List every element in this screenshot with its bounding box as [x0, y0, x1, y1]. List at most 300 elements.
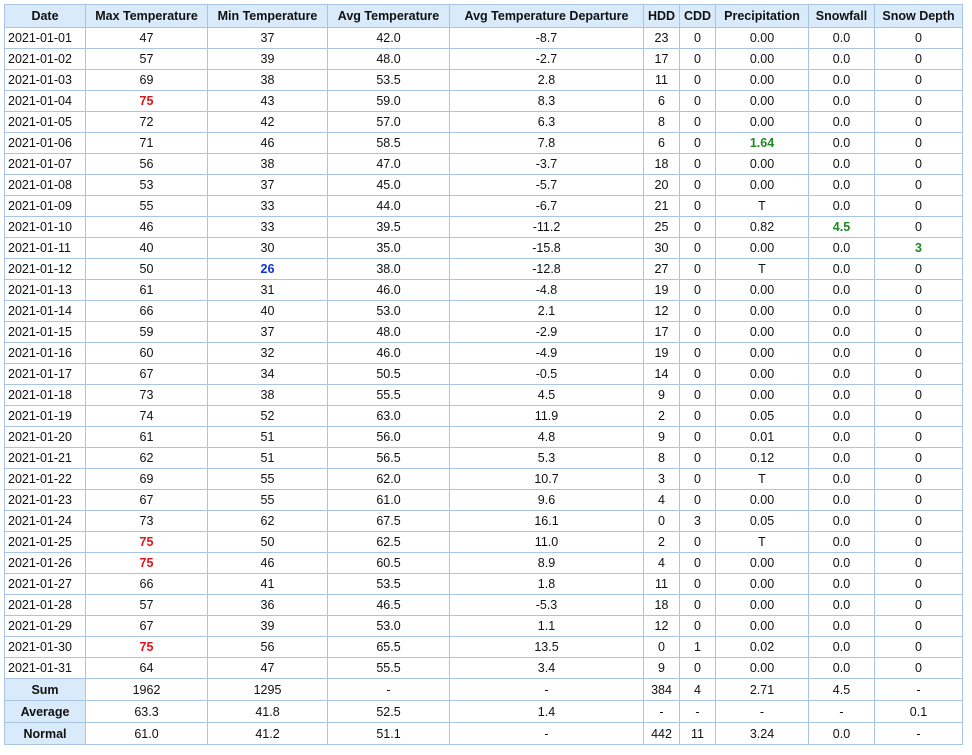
cell-max-temperature: 66 — [86, 574, 208, 595]
cell-snow-depth: 0 — [875, 49, 963, 70]
cell-min-temperature: 38 — [208, 385, 328, 406]
summary-cdd: 4 — [680, 679, 716, 701]
cell-avg-temperature: 53.5 — [328, 574, 450, 595]
cell-hdd: 18 — [644, 154, 680, 175]
cell-avg-temperature-departure: 11.0 — [450, 532, 644, 553]
cell-precipitation: 0.00 — [716, 385, 809, 406]
cell-snowfall: 0.0 — [809, 343, 875, 364]
summary-cdd: 11 — [680, 723, 716, 745]
cell-snow-depth: 0 — [875, 112, 963, 133]
cell-min-temperature: 33 — [208, 196, 328, 217]
cell-avg-temperature-departure: -3.7 — [450, 154, 644, 175]
cell-hdd: 6 — [644, 133, 680, 154]
cell-hdd: 2 — [644, 406, 680, 427]
cell-precipitation: 0.00 — [716, 91, 809, 112]
cell-cdd: 0 — [680, 469, 716, 490]
highlighted-value: 26 — [260, 262, 275, 276]
cell-hdd: 30 — [644, 238, 680, 259]
cell-precipitation: 0.00 — [716, 49, 809, 70]
cell-min-temperature: 47 — [208, 658, 328, 679]
cell-cdd: 0 — [680, 301, 716, 322]
cell-snow-depth — [875, 238, 963, 259]
cell-snowfall: 0.0 — [809, 637, 875, 658]
cell-hdd: 4 — [644, 553, 680, 574]
cell-avg-temperature-departure: 9.6 — [450, 490, 644, 511]
cell-precipitation: 0.00 — [716, 658, 809, 679]
cell-min-temperature: 37 — [208, 322, 328, 343]
summary-snow-depth: 0.1 — [875, 701, 963, 723]
cell-cdd: 0 — [680, 532, 716, 553]
summary-avg-temperature: 51.1 — [328, 723, 450, 745]
cell-hdd: 21 — [644, 196, 680, 217]
climate-table — [4, 4, 963, 745]
cell-avg-temperature-departure: -2.7 — [450, 49, 644, 70]
table-row — [5, 238, 963, 259]
cell-snow-depth: 0 — [875, 448, 963, 469]
cell-max-temperature — [86, 637, 208, 658]
table-summary — [5, 679, 963, 745]
cell-min-temperature: 39 — [208, 49, 328, 70]
cell-snow-depth: 0 — [875, 637, 963, 658]
column-header-precipitation: Precipitation — [716, 5, 809, 28]
table-row — [5, 637, 963, 658]
cell-snow-depth: 0 — [875, 595, 963, 616]
cell-avg-temperature: 62.0 — [328, 469, 450, 490]
cell-min-temperature: 39 — [208, 616, 328, 637]
cell-avg-temperature: 57.0 — [328, 112, 450, 133]
cell-snowfall: 0.0 — [809, 385, 875, 406]
cell-avg-temperature-departure: 3.4 — [450, 658, 644, 679]
cell-snow-depth: 0 — [875, 511, 963, 532]
cell-avg-temperature-departure: 1.8 — [450, 574, 644, 595]
cell-avg-temperature-departure: -4.8 — [450, 280, 644, 301]
cell-snow-depth: 0 — [875, 469, 963, 490]
cell-precipitation: 0.00 — [716, 238, 809, 259]
summary-max-temperature: 61.0 — [86, 723, 208, 745]
cell-avg-temperature: 62.5 — [328, 532, 450, 553]
cell-max-temperature: 46 — [86, 217, 208, 238]
cell-cdd: 0 — [680, 112, 716, 133]
cell-cdd: 0 — [680, 595, 716, 616]
cell-cdd: 0 — [680, 91, 716, 112]
cell-date: 2021-01-05 — [5, 112, 86, 133]
cell-date: 2021-01-29 — [5, 616, 86, 637]
cell-snowfall: 0.0 — [809, 196, 875, 217]
cell-max-temperature — [86, 553, 208, 574]
cell-date: 2021-01-30 — [5, 637, 86, 658]
cell-snowfall: 0.0 — [809, 175, 875, 196]
column-header-max-temperature: Max Temperature — [86, 5, 208, 28]
cell-avg-temperature-departure: -5.3 — [450, 595, 644, 616]
cell-cdd: 0 — [680, 343, 716, 364]
cell-avg-temperature: 47.0 — [328, 154, 450, 175]
cell-precipitation: T — [716, 196, 809, 217]
cell-snowfall: 0.0 — [809, 238, 875, 259]
cell-snow-depth: 0 — [875, 154, 963, 175]
cell-snowfall: 0.0 — [809, 511, 875, 532]
highlighted-value: 1.64 — [749, 136, 775, 150]
cell-precipitation: 0.00 — [716, 595, 809, 616]
cell-precipitation: 0.00 — [716, 70, 809, 91]
cell-hdd: 11 — [644, 70, 680, 91]
summary-hdd: 442 — [644, 723, 680, 745]
cell-snow-depth: 0 — [875, 364, 963, 385]
cell-max-temperature: 40 — [86, 238, 208, 259]
cell-avg-temperature-departure: -4.9 — [450, 343, 644, 364]
cell-avg-temperature: 58.5 — [328, 133, 450, 154]
cell-avg-temperature: 48.0 — [328, 322, 450, 343]
cell-cdd: 1 — [680, 637, 716, 658]
table-row — [5, 28, 963, 49]
cell-min-temperature: 46 — [208, 553, 328, 574]
cell-snow-depth: 0 — [875, 553, 963, 574]
cell-snowfall: 0.0 — [809, 322, 875, 343]
cell-avg-temperature: 55.5 — [328, 385, 450, 406]
column-header-avg-temperature: Avg Temperature — [328, 5, 450, 28]
cell-date: 2021-01-22 — [5, 469, 86, 490]
cell-cdd: 0 — [680, 364, 716, 385]
cell-hdd: 0 — [644, 637, 680, 658]
cell-min-temperature: 55 — [208, 490, 328, 511]
cell-snow-depth: 0 — [875, 532, 963, 553]
cell-max-temperature: 71 — [86, 133, 208, 154]
cell-precipitation: 0.05 — [716, 406, 809, 427]
summary-avg-temperature: 52.5 — [328, 701, 450, 723]
cell-snowfall: 0.0 — [809, 595, 875, 616]
cell-cdd: 0 — [680, 322, 716, 343]
cell-avg-temperature-departure: 1.1 — [450, 616, 644, 637]
summary-label: Normal — [5, 723, 86, 745]
cell-precipitation: T — [716, 532, 809, 553]
cell-cdd: 0 — [680, 406, 716, 427]
cell-precipitation: 0.00 — [716, 322, 809, 343]
table-row — [5, 364, 963, 385]
summary-snowfall: - — [809, 701, 875, 723]
table-row — [5, 511, 963, 532]
cell-precipitation: 0.00 — [716, 553, 809, 574]
cell-snow-depth: 0 — [875, 70, 963, 91]
cell-precipitation: 0.00 — [716, 280, 809, 301]
cell-avg-temperature: 56.0 — [328, 427, 450, 448]
cell-date: 2021-01-14 — [5, 301, 86, 322]
cell-max-temperature — [86, 91, 208, 112]
cell-avg-temperature: 38.0 — [328, 259, 450, 280]
cell-cdd: 0 — [680, 217, 716, 238]
table-row — [5, 469, 963, 490]
cell-snow-depth: 0 — [875, 217, 963, 238]
cell-snowfall: 0.0 — [809, 259, 875, 280]
cell-avg-temperature-departure: 16.1 — [450, 511, 644, 532]
table-row — [5, 658, 963, 679]
cell-avg-temperature: 55.5 — [328, 658, 450, 679]
table-row — [5, 448, 963, 469]
highlighted-value: 3 — [915, 241, 922, 255]
cell-precipitation: 0.82 — [716, 217, 809, 238]
summary-hdd: 384 — [644, 679, 680, 701]
cell-date: 2021-01-03 — [5, 70, 86, 91]
cell-avg-temperature-departure: 11.9 — [450, 406, 644, 427]
cell-avg-temperature: 42.0 — [328, 28, 450, 49]
cell-avg-temperature-departure: 6.3 — [450, 112, 644, 133]
cell-avg-temperature-departure: -6.7 — [450, 196, 644, 217]
table-body — [5, 28, 963, 679]
cell-avg-temperature-departure: 2.1 — [450, 301, 644, 322]
cell-min-temperature: 34 — [208, 364, 328, 385]
cell-avg-temperature: 56.5 — [328, 448, 450, 469]
cell-max-temperature: 73 — [86, 385, 208, 406]
cell-snow-depth: 0 — [875, 28, 963, 49]
cell-min-temperature: 33 — [208, 217, 328, 238]
summary-row-normal — [5, 723, 963, 745]
table-row — [5, 91, 963, 112]
cell-date: 2021-01-06 — [5, 133, 86, 154]
cell-cdd: 0 — [680, 574, 716, 595]
cell-hdd: 9 — [644, 385, 680, 406]
summary-avg-temperature-departure: - — [450, 679, 644, 701]
cell-hdd: 9 — [644, 658, 680, 679]
cell-max-temperature: 67 — [86, 364, 208, 385]
cell-max-temperature: 69 — [86, 70, 208, 91]
cell-snow-depth: 0 — [875, 427, 963, 448]
cell-hdd: 19 — [644, 280, 680, 301]
cell-hdd: 3 — [644, 469, 680, 490]
column-header-date: Date — [5, 5, 86, 28]
cell-date: 2021-01-11 — [5, 238, 86, 259]
cell-hdd: 8 — [644, 112, 680, 133]
cell-date: 2021-01-17 — [5, 364, 86, 385]
cell-snow-depth: 0 — [875, 301, 963, 322]
cell-hdd: 12 — [644, 616, 680, 637]
cell-max-temperature: 56 — [86, 154, 208, 175]
cell-snowfall: 0.0 — [809, 469, 875, 490]
highlighted-value: 75 — [139, 94, 154, 108]
table-row — [5, 343, 963, 364]
cell-avg-temperature-departure: 8.9 — [450, 553, 644, 574]
table-row — [5, 175, 963, 196]
cell-hdd: 4 — [644, 490, 680, 511]
cell-min-temperature: 42 — [208, 112, 328, 133]
cell-avg-temperature: 46.5 — [328, 595, 450, 616]
table-row — [5, 406, 963, 427]
cell-precipitation: 0.00 — [716, 490, 809, 511]
cell-min-temperature: 37 — [208, 28, 328, 49]
cell-min-temperature: 37 — [208, 175, 328, 196]
cell-cdd: 0 — [680, 616, 716, 637]
summary-avg-temperature: - — [328, 679, 450, 701]
cell-min-temperature — [208, 259, 328, 280]
cell-avg-temperature-departure: 2.8 — [450, 70, 644, 91]
cell-min-temperature: 31 — [208, 280, 328, 301]
cell-hdd: 9 — [644, 427, 680, 448]
cell-max-temperature: 67 — [86, 490, 208, 511]
cell-snowfall: 0.0 — [809, 406, 875, 427]
cell-date: 2021-01-13 — [5, 280, 86, 301]
cell-snowfall: 0.0 — [809, 301, 875, 322]
cell-snowfall: 0.0 — [809, 490, 875, 511]
cell-max-temperature — [86, 532, 208, 553]
table-row — [5, 574, 963, 595]
cell-date: 2021-01-21 — [5, 448, 86, 469]
cell-min-temperature: 38 — [208, 154, 328, 175]
cell-min-temperature: 46 — [208, 133, 328, 154]
cell-cdd: 0 — [680, 385, 716, 406]
cell-hdd: 17 — [644, 322, 680, 343]
column-header-avg-temperature-departure: Avg Temperature Departure — [450, 5, 644, 28]
table-row — [5, 154, 963, 175]
table-row — [5, 490, 963, 511]
summary-min-temperature: 1295 — [208, 679, 328, 701]
cell-snowfall: 0.0 — [809, 448, 875, 469]
cell-avg-temperature-departure: 10.7 — [450, 469, 644, 490]
cell-date: 2021-01-09 — [5, 196, 86, 217]
column-header-hdd: HDD — [644, 5, 680, 28]
cell-hdd: 8 — [644, 448, 680, 469]
table-row — [5, 301, 963, 322]
cell-date: 2021-01-25 — [5, 532, 86, 553]
cell-avg-temperature: 50.5 — [328, 364, 450, 385]
cell-date: 2021-01-23 — [5, 490, 86, 511]
summary-max-temperature: 1962 — [86, 679, 208, 701]
cell-min-temperature: 51 — [208, 427, 328, 448]
table-row — [5, 280, 963, 301]
summary-snowfall: 0.0 — [809, 723, 875, 745]
cell-precipitation: 0.00 — [716, 154, 809, 175]
cell-hdd: 20 — [644, 175, 680, 196]
cell-cdd: 0 — [680, 28, 716, 49]
cell-date: 2021-01-02 — [5, 49, 86, 70]
cell-snow-depth: 0 — [875, 385, 963, 406]
cell-date: 2021-01-10 — [5, 217, 86, 238]
cell-avg-temperature-departure: -2.9 — [450, 322, 644, 343]
cell-min-temperature: 51 — [208, 448, 328, 469]
cell-avg-temperature-departure: -12.8 — [450, 259, 644, 280]
cell-snowfall — [809, 217, 875, 238]
highlighted-value: 75 — [139, 640, 154, 654]
cell-cdd: 0 — [680, 175, 716, 196]
cell-cdd: 0 — [680, 448, 716, 469]
summary-label: Average — [5, 701, 86, 723]
cell-max-temperature: 64 — [86, 658, 208, 679]
cell-precipitation: T — [716, 469, 809, 490]
table-row — [5, 322, 963, 343]
cell-snow-depth: 0 — [875, 175, 963, 196]
cell-cdd: 0 — [680, 70, 716, 91]
cell-precipitation: 0.02 — [716, 637, 809, 658]
cell-min-temperature: 50 — [208, 532, 328, 553]
cell-max-temperature: 61 — [86, 280, 208, 301]
cell-snowfall: 0.0 — [809, 658, 875, 679]
table-row — [5, 133, 963, 154]
cell-hdd: 23 — [644, 28, 680, 49]
highlighted-value: 75 — [139, 556, 154, 570]
cell-cdd: 0 — [680, 280, 716, 301]
summary-precipitation: 3.24 — [716, 723, 809, 745]
cell-date: 2021-01-27 — [5, 574, 86, 595]
table-row — [5, 595, 963, 616]
cell-avg-temperature: 46.0 — [328, 343, 450, 364]
cell-date: 2021-01-28 — [5, 595, 86, 616]
cell-avg-temperature-departure: -11.2 — [450, 217, 644, 238]
cell-snowfall: 0.0 — [809, 427, 875, 448]
summary-avg-temperature-departure: 1.4 — [450, 701, 644, 723]
table-row — [5, 49, 963, 70]
cell-hdd: 25 — [644, 217, 680, 238]
table-row — [5, 553, 963, 574]
cell-snowfall: 0.0 — [809, 280, 875, 301]
cell-snowfall: 0.0 — [809, 91, 875, 112]
cell-snowfall: 0.0 — [809, 28, 875, 49]
cell-hdd: 0 — [644, 511, 680, 532]
column-header-snowfall: Snowfall — [809, 5, 875, 28]
climate-table-container — [4, 4, 963, 745]
cell-cdd: 0 — [680, 238, 716, 259]
cell-snow-depth: 0 — [875, 658, 963, 679]
cell-snowfall: 0.0 — [809, 112, 875, 133]
cell-max-temperature: 50 — [86, 259, 208, 280]
cell-min-temperature: 43 — [208, 91, 328, 112]
cell-snowfall: 0.0 — [809, 133, 875, 154]
cell-date: 2021-01-20 — [5, 427, 86, 448]
cell-snowfall: 0.0 — [809, 574, 875, 595]
column-header-cdd: CDD — [680, 5, 716, 28]
summary-snow-depth: - — [875, 679, 963, 701]
cell-snow-depth: 0 — [875, 343, 963, 364]
cell-precipitation: 0.00 — [716, 343, 809, 364]
cell-precipitation: 0.00 — [716, 301, 809, 322]
cell-cdd: 0 — [680, 259, 716, 280]
cell-cdd: 0 — [680, 196, 716, 217]
cell-hdd: 6 — [644, 91, 680, 112]
cell-avg-temperature: 46.0 — [328, 280, 450, 301]
cell-min-temperature: 56 — [208, 637, 328, 658]
cell-avg-temperature: 35.0 — [328, 238, 450, 259]
cell-snow-depth: 0 — [875, 196, 963, 217]
summary-row-average — [5, 701, 963, 723]
table-row — [5, 532, 963, 553]
cell-snow-depth: 0 — [875, 574, 963, 595]
cell-cdd: 0 — [680, 49, 716, 70]
cell-date: 2021-01-08 — [5, 175, 86, 196]
cell-hdd: 14 — [644, 364, 680, 385]
summary-min-temperature: 41.2 — [208, 723, 328, 745]
table-row — [5, 112, 963, 133]
cell-snowfall: 0.0 — [809, 553, 875, 574]
cell-date: 2021-01-31 — [5, 658, 86, 679]
cell-hdd: 17 — [644, 49, 680, 70]
cell-max-temperature: 57 — [86, 49, 208, 70]
cell-min-temperature: 62 — [208, 511, 328, 532]
cell-avg-temperature-departure: 8.3 — [450, 91, 644, 112]
cell-precipitation: 0.12 — [716, 448, 809, 469]
cell-max-temperature: 61 — [86, 427, 208, 448]
cell-cdd: 0 — [680, 133, 716, 154]
cell-avg-temperature: 44.0 — [328, 196, 450, 217]
cell-precipitation: 0.00 — [716, 364, 809, 385]
summary-snow-depth: - — [875, 723, 963, 745]
cell-max-temperature: 69 — [86, 469, 208, 490]
cell-precipitation: 0.00 — [716, 175, 809, 196]
cell-cdd: 0 — [680, 490, 716, 511]
cell-min-temperature: 38 — [208, 70, 328, 91]
cell-avg-temperature-departure: -0.5 — [450, 364, 644, 385]
cell-hdd: 19 — [644, 343, 680, 364]
table-row — [5, 427, 963, 448]
cell-snowfall: 0.0 — [809, 154, 875, 175]
cell-date: 2021-01-19 — [5, 406, 86, 427]
cell-snow-depth: 0 — [875, 133, 963, 154]
cell-snow-depth: 0 — [875, 490, 963, 511]
cell-precipitation: 0.00 — [716, 574, 809, 595]
